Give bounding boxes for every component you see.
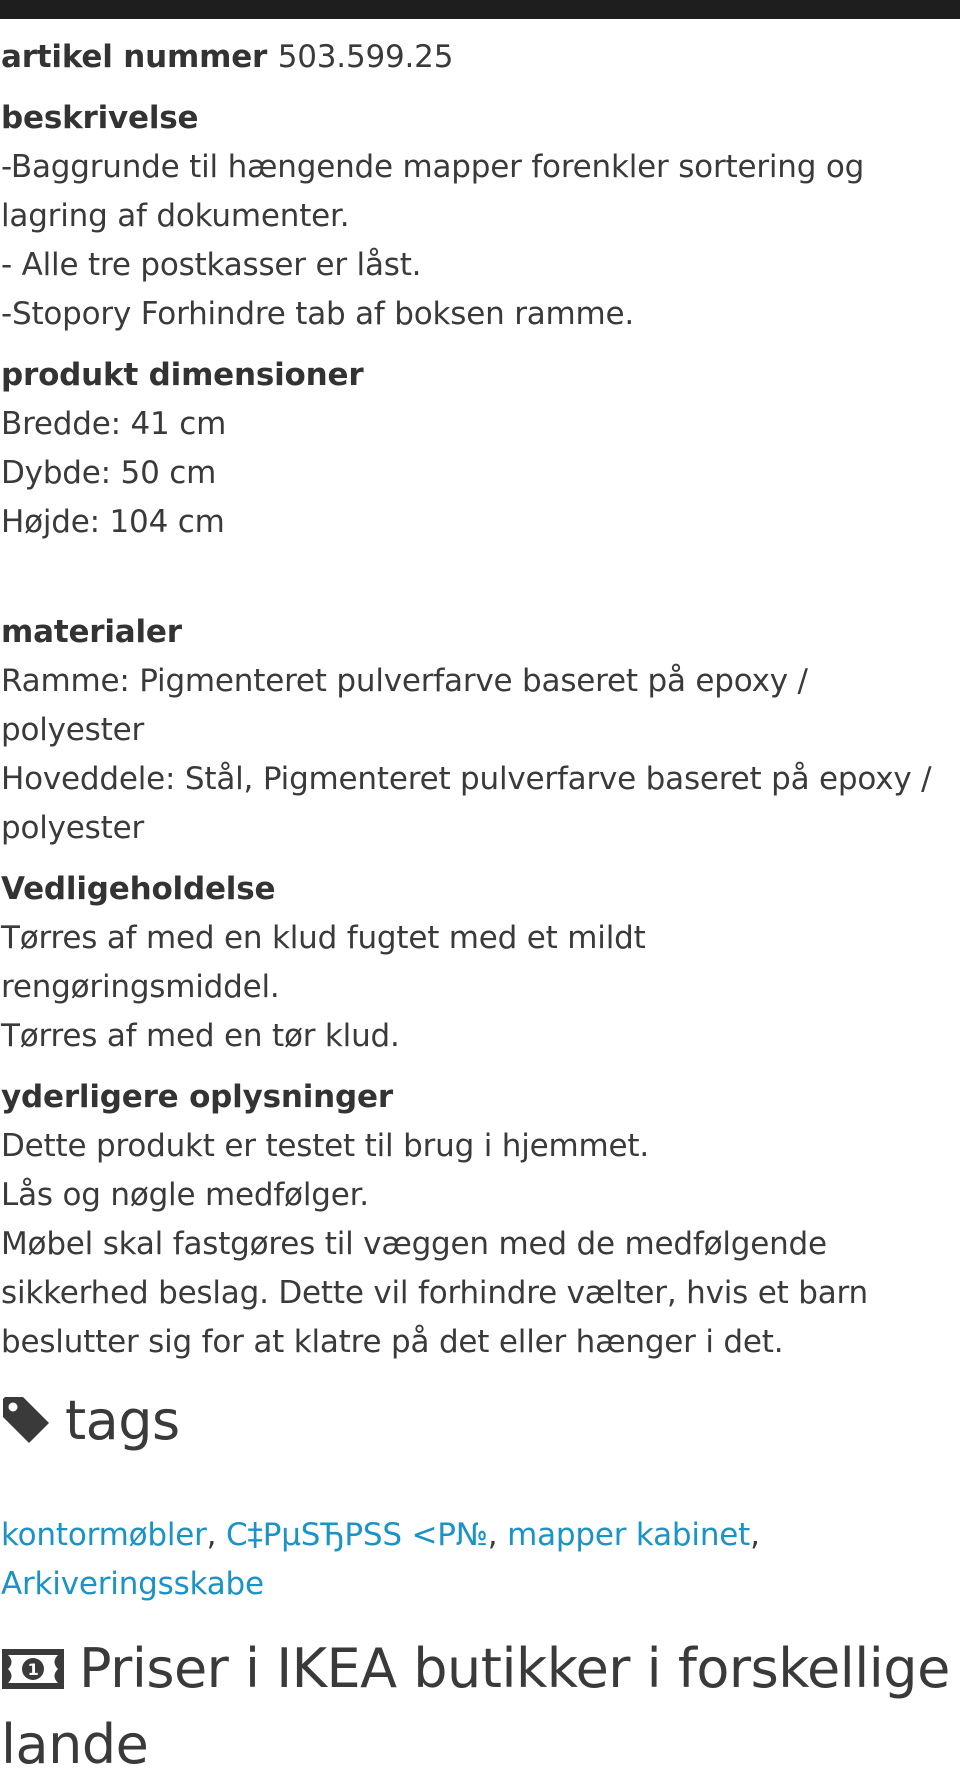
tag-separator: , — [487, 1517, 498, 1553]
materials-line: polyester — [1, 712, 144, 748]
tag-separator: , — [750, 1517, 760, 1553]
tag-link-garbled[interactable]: С‡РµЅЂРЅЅ <Р№ — [225, 1517, 488, 1553]
dimension-depth: Dybde: 50 cm — [1, 455, 217, 491]
care-line: Tørres af med en klud fugtet med et mildt — [1, 920, 646, 956]
spacer — [1, 547, 956, 596]
description-line: - Alle tre postkasser er låst. — [1, 247, 422, 283]
additional-info-line: Dette produkt er testet til brug i hjemmet. — [1, 1128, 649, 1164]
dimension-width: Bredde: 41 cm — [1, 406, 227, 442]
tags-title: tags — [65, 1389, 180, 1452]
description-heading: beskrivelse — [1, 100, 199, 136]
dimension-height: Højde: 104 cm — [1, 504, 225, 540]
article-number — [1, 33, 956, 82]
additional-info-line: Møbel skal fastgøres til væggen med de medfølgende — [1, 1226, 827, 1262]
article-number-label: artikel nummer — [1, 39, 268, 75]
description-line: -Stopory Forhindre tab af boksen ramme. — [1, 296, 635, 332]
additional-info-line: Lås og nøgle medfølger. — [1, 1177, 369, 1213]
materials-line: Hoveddele: Stål, Pigmenteret pulverfarve baseret på epoxy / — [1, 761, 932, 797]
care-line: rengøringsmiddel. — [1, 969, 280, 1005]
money-bill-icon — [1, 1648, 65, 1690]
product-details — [1, 33, 956, 1783]
additional-info-heading: yderligere oplysninger — [1, 1079, 393, 1115]
additional-info-line: beslutter sig for at klatre på det eller hænger i det. — [1, 1324, 784, 1360]
tag-separator: , — [206, 1517, 217, 1553]
prices-heading — [1, 1631, 956, 1783]
materials-line: polyester — [1, 810, 144, 846]
care-line: Tørres af med en tør klud. — [1, 1018, 400, 1054]
materials-heading: materialer — [1, 614, 182, 650]
tag-icon — [1, 1395, 53, 1447]
prices-title-line1: Priser i IKEA butikker i forskellige — [79, 1637, 950, 1700]
tag-link-kontormobler[interactable]: kontormøbler — [1, 1517, 207, 1553]
svg-text:1: 1 — [27, 1660, 39, 1679]
tags-list — [1, 1511, 956, 1609]
tag-link-mapper-kabinet[interactable]: mapper kabinet — [507, 1517, 751, 1553]
prices-title-line2: lande — [1, 1713, 149, 1776]
additional-info-line: sikkerhed beslag. Dette vil forhindre vælter, hvis et barn — [1, 1275, 868, 1311]
care-heading: Vedligeholdelse — [1, 871, 276, 907]
article-number-value: 503.599.25 — [277, 39, 454, 75]
tags-heading — [1, 1383, 956, 1459]
description-line: lagring af dokumenter. — [1, 198, 350, 234]
tag-link-arkiveringsskabe[interactable]: Arkiveringsskabe — [1, 1566, 264, 1602]
top-bar — [0, 0, 960, 19]
materials-line: Ramme: Pigmenteret pulverfarve baseret på epoxy / — [1, 663, 808, 699]
description-line: -Baggrunde til hængende mapper forenkler sortering og — [1, 149, 865, 185]
dimensions-heading: produkt dimensioner — [1, 357, 364, 393]
